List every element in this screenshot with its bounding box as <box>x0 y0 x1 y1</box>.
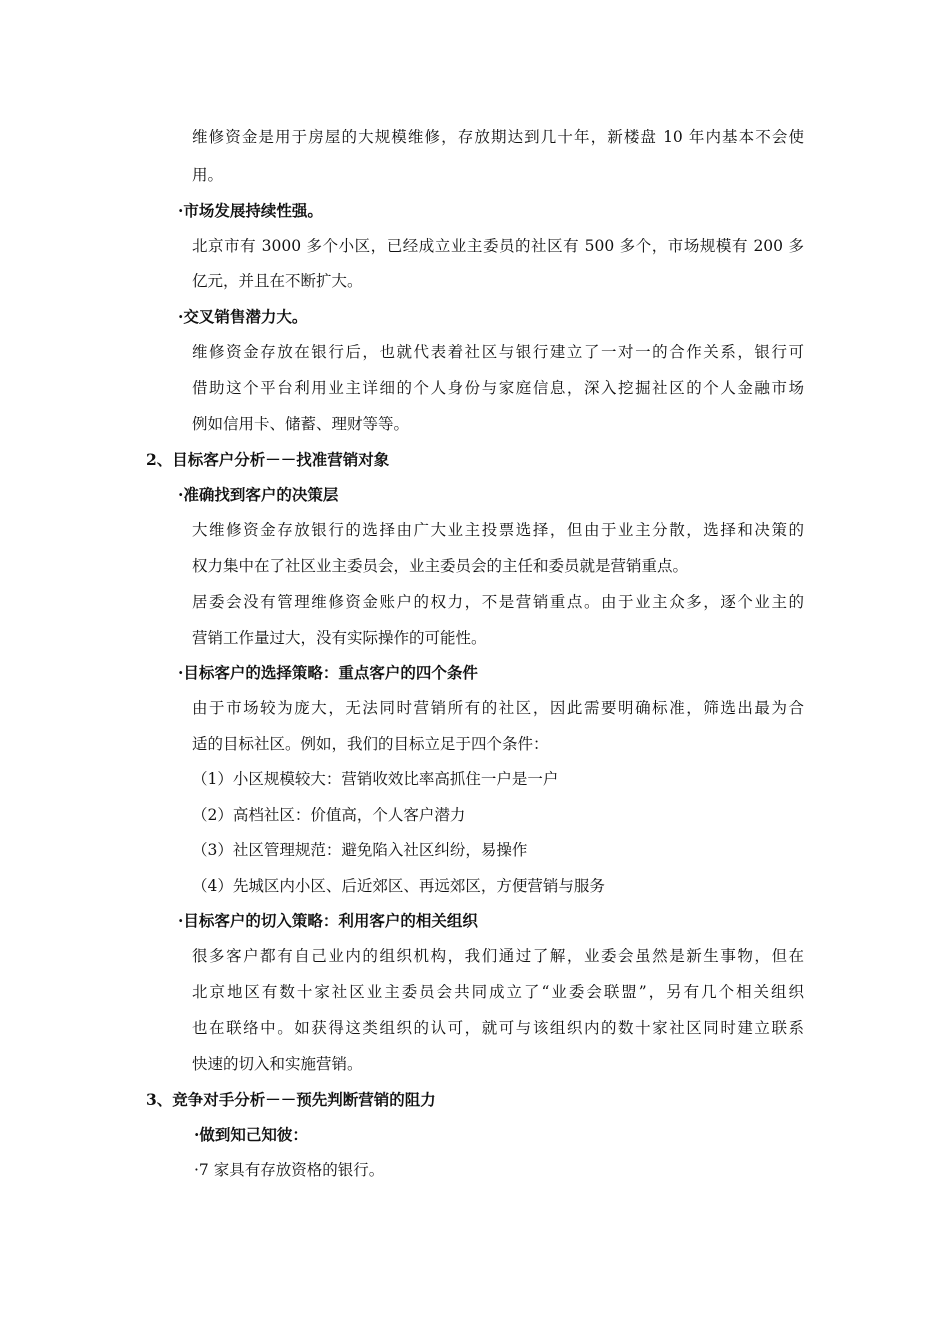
list-item: （4）先城区内小区、后近郊区、再远郊区，方便营销与服务 <box>192 877 605 895</box>
paragraph-line: 借助这个平台利用业主详细的个人身份与家庭信息，深入挖掘社区的个人金融市场 <box>192 379 804 397</box>
bullet-heading: ·目标客户的切入策略：利用客户的相关组织 <box>178 911 478 930</box>
paragraph-line: 也在联络中。如获得这类组织的认可，就可与该组织内的数十家社区同时建立联系 <box>192 1019 804 1037</box>
list-item: （2）高档社区：价值高，个人客户潜力 <box>192 806 466 824</box>
paragraph-line: 北京地区有数十家社区业主委员会共同成立了“业委会联盟”，另有几个相关组织 <box>192 983 804 1001</box>
paragraph-line: 亿元，并且在不断扩大。 <box>192 272 363 290</box>
paragraph-line: 快速的切入和实施营销。 <box>192 1055 363 1073</box>
paragraph-line: 居委会没有管理维修资金账户的权力，不是营销重点。由于业主众多，逐个业主的 <box>192 593 804 611</box>
bullet-heading: ·市场发展持续性强。 <box>178 201 323 220</box>
list-item: （1）小区规模较大：营销收效比率高抓住一户是一户 <box>192 770 559 788</box>
paragraph-line: 营销工作量过大，没有实际操作的可能性。 <box>192 629 487 647</box>
paragraph-line: 例如信用卡、储蓄、理财等等。 <box>192 415 410 433</box>
paragraph-line: 用。 <box>192 166 224 184</box>
paragraph-line: 维修资金是用于房屋的大规模维修，存放期达到几十年，新楼盘 10 年内基本不会使 <box>192 128 804 146</box>
paragraph-line: ·7 家具有存放资格的银行。 <box>194 1161 385 1179</box>
bullet-heading: ·做到知己知彼： <box>194 1125 308 1144</box>
list-item: （3）社区管理规范：避免陷入社区纠纷，易操作 <box>192 841 528 859</box>
paragraph-line: 北京市有 3000 多个小区，已经成立业主委员的社区有 500 多个，市场规模有 200 多 <box>192 237 804 255</box>
bullet-heading: ·目标客户的选择策略：重点客户的四个条件 <box>178 663 478 682</box>
paragraph-line: 大维修资金存放银行的选择由广大业主投票选择，但由于业主分散，选择和决策的 <box>192 521 804 539</box>
bullet-heading: ·准确找到客户的决策层 <box>178 485 339 504</box>
paragraph-line: 适的目标社区。例如，我们的目标立足于四个条件： <box>192 735 549 753</box>
paragraph-line: 很多客户都有自己业内的组织机构，我们通过了解，业委会虽然是新生事物，但在 <box>192 947 804 965</box>
bullet-heading: ·交叉销售潜力大。 <box>178 307 308 326</box>
section-heading: 3、竞争对手分析－－预先判断营销的阻力 <box>146 1090 436 1109</box>
paragraph-line: 维修资金存放在银行后，也就代表着社区与银行建立了一对一的合作关系，银行可 <box>192 343 804 361</box>
paragraph-line: 权力集中在了社区业主委员会，业主委员会的主任和委员就是营销重点。 <box>192 557 689 575</box>
section-heading: 2、目标客户分析－－找准营销对象 <box>146 450 390 469</box>
paragraph-line: 由于市场较为庞大，无法同时营销所有的社区，因此需要明确标准，筛选出最为合 <box>192 699 804 717</box>
